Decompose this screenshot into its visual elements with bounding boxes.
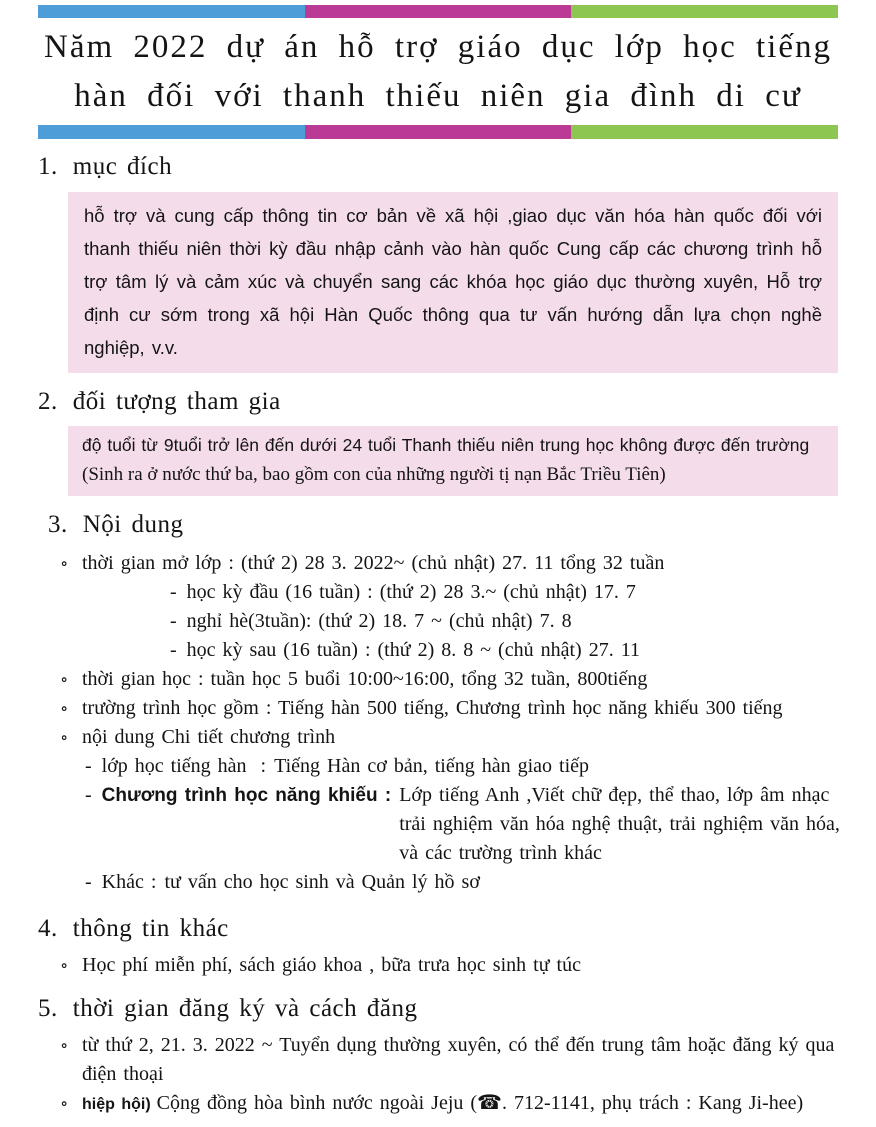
section-2-number: 2. (38, 388, 58, 415)
sublist-item-text: nghỉ hè(3tuần): (thứ 2) 18. 7 ~ (chủ nhật) 7. 8 (186, 610, 572, 632)
detail-label: lớp học tiếng hàn : (101, 755, 267, 777)
list-item-text: Học phí miễn phí, sách giáo khoa , bữa trưa học sinh tự túc (82, 954, 581, 976)
sublist-item-first-term (0, 578, 876, 607)
list-item-association-contact (0, 1089, 846, 1119)
section-2-line-2: (Sinh ra ở nước thứ ba, bao gồm con của những người tị nạn Bắc Triều Tiên) (82, 464, 666, 485)
list-item-text: nội dung Chi tiết chương trình (82, 726, 336, 748)
top-accent-bar (38, 5, 838, 18)
association-label: hiệp hội) (82, 1096, 151, 1113)
detail-content: Tiếng Hàn cơ bản, tiếng hàn giao tiếp (274, 755, 589, 777)
accent-segment-blue (38, 125, 305, 139)
circle-bullet: ∘ (60, 554, 69, 573)
section-4-list (0, 951, 876, 980)
accent-segment-magenta (305, 5, 572, 18)
section-3-list (0, 549, 876, 897)
dash-bullet: - (85, 755, 92, 777)
detail-row-talent-program (85, 781, 842, 868)
detail-label: Khác : (101, 871, 157, 893)
title-underline-bar (38, 125, 838, 139)
detail-label-bold: Chương trình học năng khiếu : (101, 785, 392, 806)
list-item-registration-period (0, 1031, 846, 1089)
section-3-number: 3. (48, 511, 68, 538)
list-item-tuition (0, 951, 846, 980)
list-item-text: thời gian mở lớp : (thứ 2) 28 3. 2022~ (chủ nhật) 27. 11 tổng 32 tuần (82, 552, 665, 574)
dash-bullet: - (170, 581, 177, 603)
sublist-item-text: học kỳ đầu (16 tuần) : (thứ 2) 28 3.~ (chủ nhật) 17. 7 (186, 581, 636, 603)
section-3-heading (48, 509, 876, 541)
section-5-heading (38, 993, 876, 1025)
accent-segment-green (571, 125, 838, 139)
list-item-text: thời gian học : tuần học 5 buổi 10:00~16:00, tổng 32 tuần, 800tiếng (82, 668, 648, 690)
accent-segment-green (571, 5, 838, 18)
circle-bullet: ∘ (60, 699, 69, 718)
dash-bullet: - (170, 639, 177, 661)
section-2-heading (38, 386, 876, 418)
list-item-class-period (0, 549, 846, 578)
circle-bullet: ∘ (60, 1094, 69, 1113)
section-2-line-1: độ tuổi từ 9tuổi trở lên đến dưới 24 tuổi Thanh thiếu niên trung học không được đến trường (82, 435, 810, 455)
association-contact-text: Cộng đồng hòa bình nước ngoài Jeju (☎. 712-1141, phụ trách : Kang Ji-hee) (156, 1092, 804, 1114)
accent-segment-blue (38, 5, 305, 18)
list-item-text (82, 1089, 846, 1119)
dash-bullet: - (85, 871, 92, 893)
dash-bullet: - (85, 784, 92, 806)
section-1-title: mục đích (72, 153, 173, 180)
section-2-title: đối tượng tham gia (72, 388, 281, 415)
dash-bullet: - (170, 610, 177, 632)
section-1-number: 1. (38, 153, 58, 180)
detail-content: Lớp tiếng Anh ,Viết chữ đẹp, thể thao, lớp âm nhạc trải nghiệm văn hóa nghệ thuật, trải nghiệm văn hóa, và các trường trình khác (399, 784, 840, 864)
section-5-number: 5. (38, 995, 58, 1022)
list-item-text: trường trình học gồm : Tiếng hàn 500 tiếng, Chương trình học năng khiếu 300 tiếng (82, 697, 783, 719)
detail-row-korean-class (85, 752, 842, 781)
sublist-item-summer-break (0, 607, 876, 636)
list-item-detail-header (0, 723, 846, 752)
detail-row-other (85, 868, 842, 897)
section-1-heading (38, 151, 876, 183)
circle-bullet: ∘ (60, 1036, 69, 1055)
section-1-body-text: hỗ trợ và cung cấp thông tin cơ bản về xã hội ,giao dục văn hóa hàn quốc đối với thanh thiếu niên thời kỳ đầu nhập cảnh vào hàn quốc Cung cấp các chương trình hỗ trợ tâm lý và cảm xúc và chuyển sang các khóa học giáo dục thường xuyên, Hỗ trợ định cư sớm trong xã hội Hàn Quốc thông qua tư vấn hướng dẫn lựa chọn nghề nghiệp, v.v. (84, 205, 822, 358)
sublist-item-text: học kỳ sau (16 tuần) : (thứ 2) 8. 8 ~ (chủ nhật) 27. 11 (186, 639, 640, 661)
section-5-list (0, 1031, 876, 1119)
title-line-2: hàn đối với thanh thiếu niên gia đình di cư (74, 78, 802, 114)
circle-bullet: ∘ (60, 728, 69, 747)
section-1-highlight-box (68, 192, 838, 373)
section-5-title: thời gian đăng ký và cách đăng (72, 995, 418, 1022)
section-3-title: Nội dung (82, 511, 184, 538)
list-item-program (0, 694, 846, 723)
document-title (0, 23, 876, 121)
circle-bullet: ∘ (60, 670, 69, 689)
sublist-item-second-term (0, 636, 876, 665)
circle-bullet: ∘ (60, 956, 69, 975)
accent-segment-magenta (305, 125, 572, 139)
list-item-text: từ thứ 2, 21. 3. 2022 ~ Tuyển dụng thường xuyên, có thể đến trung tâm hoặc đăng ký qua điện thoại (82, 1034, 835, 1085)
section-4-heading (38, 913, 876, 945)
section-4-title: thông tin khác (72, 915, 229, 942)
title-line-1: Năm 2022 dự án hỗ trợ giáo dục lớp học tiếng (43, 29, 832, 65)
list-item-study-time (0, 665, 846, 694)
section-2-highlight-box (68, 426, 838, 496)
section-4-number: 4. (38, 915, 58, 942)
detail-content: tư vấn cho học sinh và Quản lý hồ sơ (164, 871, 480, 893)
